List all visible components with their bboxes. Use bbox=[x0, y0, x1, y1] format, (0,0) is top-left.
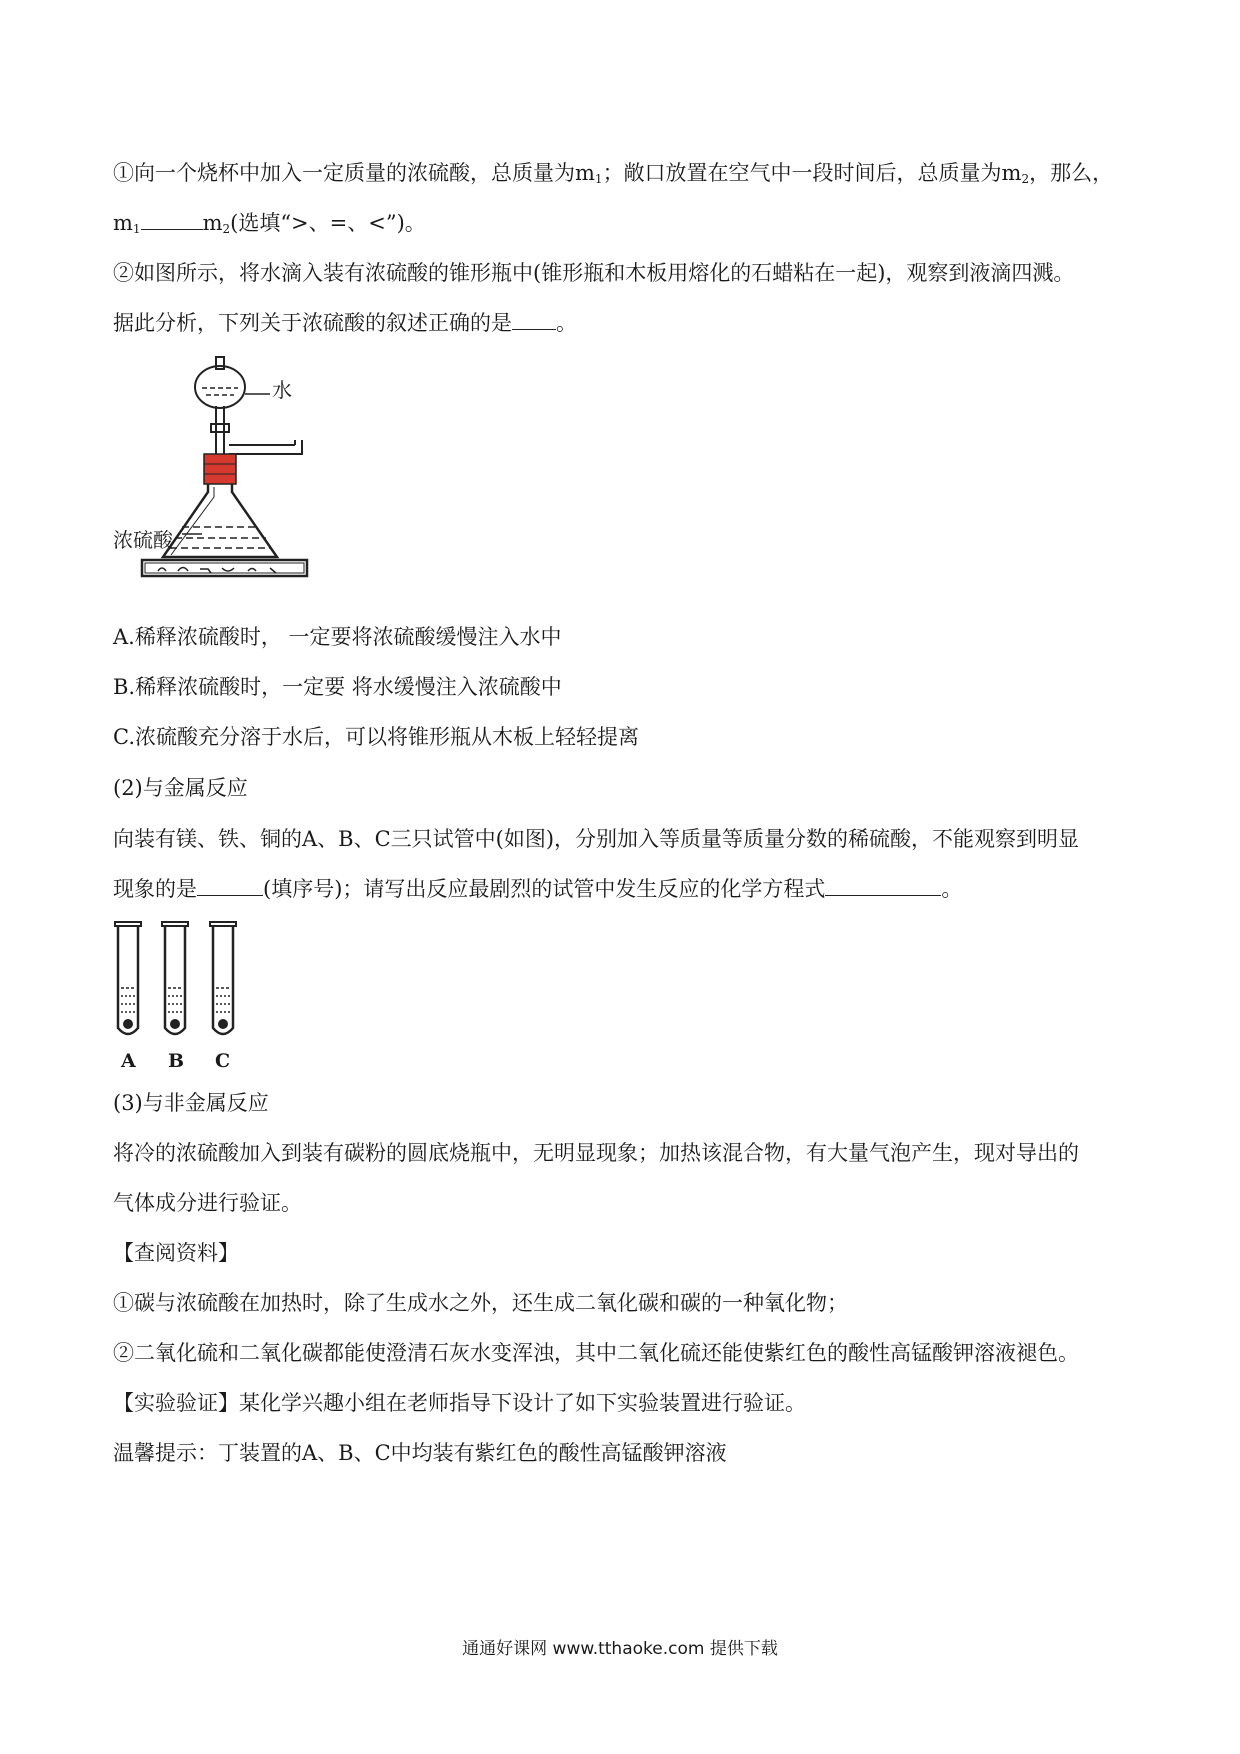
acid-label: 浓硫酸 bbox=[113, 528, 173, 552]
section2-line1: 向装有镁、铁、铜的A、B、C三只试管中(如图)，分别加入等质量等质量分数的稀硫酸，不能观察到明显 bbox=[113, 827, 1080, 851]
test-tubes-figure bbox=[110, 920, 250, 1045]
water-label: 水 bbox=[272, 378, 292, 402]
reference-item-2: ②二氧化硫和二氧化碳都能使澄清石灰水变浑浊，其中二氧化硫还能使紫红色的酸性高锰酸钾溶液褪色。 bbox=[113, 1341, 1079, 1365]
q2-line2 bbox=[113, 308, 577, 338]
q1-line1 bbox=[113, 158, 1113, 194]
q1-m1: m bbox=[113, 211, 133, 235]
subscript: 1 bbox=[132, 222, 141, 236]
tip-text: 温馨提示：丁装置的A、B、C中均装有紫红色的酸性高锰酸钾溶液 bbox=[113, 1441, 727, 1465]
section2-text-b: (填序号)；请写出反应最剧烈的试管中发生反应的化学方程式 bbox=[263, 877, 826, 901]
q1-text-a: ①向一个烧杯中加入一定质量的浓硫酸，总质量为m bbox=[113, 161, 595, 185]
q2-text: 据此分析，下列关于浓硫酸的叙述正确的是 bbox=[113, 311, 512, 335]
q1-hint: (选填“>、=、<”)。 bbox=[230, 211, 426, 235]
subscript: 1 bbox=[594, 172, 603, 186]
experiment-text: 【实验验证】某化学兴趣小组在老师指导下设计了如下实验装置进行验证。 bbox=[113, 1391, 806, 1415]
subscript: 2 bbox=[1021, 172, 1030, 186]
option-b: B.稀释浓硫酸时，一定要 将水缓慢注入浓硫酸中 bbox=[113, 675, 562, 699]
reference-item-1: ①碳与浓硫酸在加热时，除了生成水之外，还生成二氧化碳和碳的一种氧化物； bbox=[113, 1291, 848, 1315]
tube-label-b: B bbox=[168, 1050, 185, 1072]
q1-text-b: ；敞口放置在空气中一段时间后，总质量为m bbox=[602, 161, 1022, 185]
reference-heading: 【查阅资料】 bbox=[113, 1241, 239, 1265]
test-tube-c bbox=[210, 922, 236, 1034]
section2-text-c: 。 bbox=[941, 877, 963, 901]
page-footer: 通通好课网 www.tthaoke.com 提供下载 bbox=[462, 1639, 778, 1659]
answer-blank[interactable] bbox=[197, 875, 263, 896]
section2-line2 bbox=[113, 874, 962, 904]
test-tube-b bbox=[162, 922, 188, 1034]
subscript: 2 bbox=[222, 222, 231, 236]
answer-blank[interactable] bbox=[141, 209, 203, 230]
q1-text-c: ，那么， bbox=[1029, 161, 1114, 185]
section2-text-a: 现象的是 bbox=[113, 877, 197, 901]
q1-line2 bbox=[113, 208, 426, 244]
q2-line1: ②如图所示，将水滴入装有浓硫酸的锥形瓶中(锥形瓶和木板用熔化的石蜡粘在一起)，观察到液滴四溅。 bbox=[113, 261, 1075, 285]
section3-line1: 将冷的浓硫酸加入到装有碳粉的圆底烧瓶中，无明显现象；加热该混合物，有大量气泡产生，现对导出的 bbox=[113, 1141, 1079, 1165]
q1-m2: m bbox=[202, 211, 223, 235]
option-c: C.浓硫酸充分溶于水后，可以将锥形瓶从木板上轻轻提离 bbox=[113, 725, 639, 749]
tube-label-a: A bbox=[121, 1050, 136, 1072]
answer-blank[interactable] bbox=[825, 875, 941, 896]
section3-heading: (3)与非金属反应 bbox=[113, 1091, 269, 1115]
q2-end: 。 bbox=[556, 311, 577, 335]
answer-blank[interactable] bbox=[512, 309, 556, 330]
tube-label-c: C bbox=[215, 1050, 231, 1072]
option-a: A.稀释浓硫酸时， 一定要将浓硫酸缓慢注入水中 bbox=[113, 625, 562, 649]
section2-heading: (2)与金属反应 bbox=[113, 776, 248, 800]
test-tube-a bbox=[115, 922, 141, 1034]
section3-line2: 气体成分进行验证。 bbox=[113, 1191, 302, 1215]
